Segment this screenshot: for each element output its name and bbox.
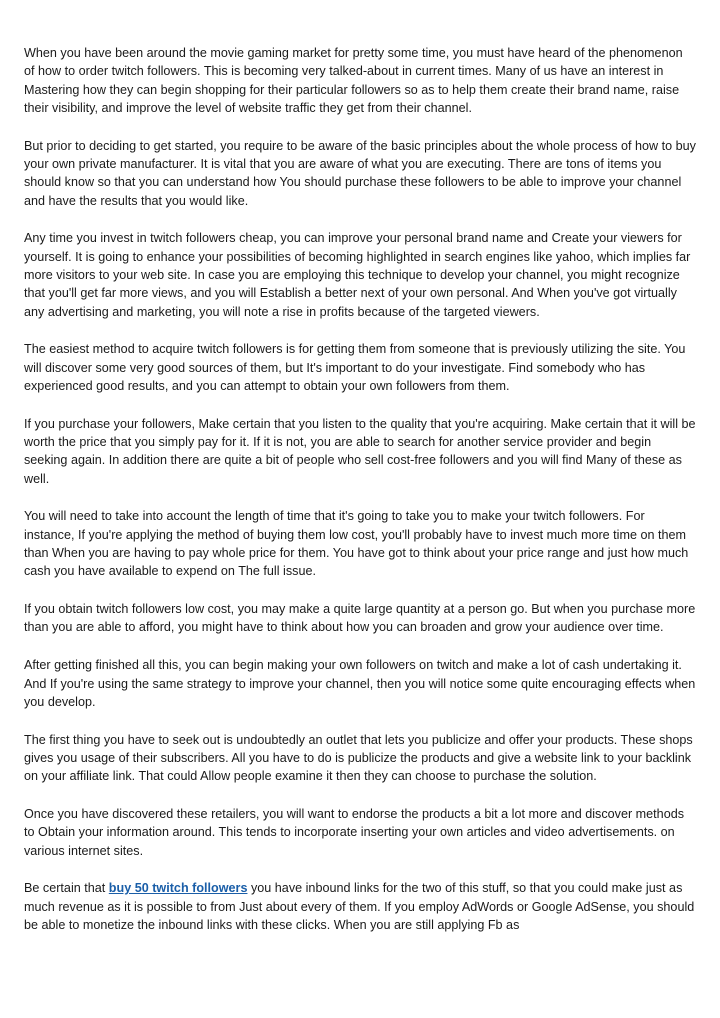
paragraph-11-text-before: Be certain that [24, 881, 109, 896]
paragraph-3: Any time you invest in twitch followers cheap, you can improve your personal brand name and Create your viewers for yourself. It is going to enhance your possibilities of becoming highlighted in search engines like yahoo, which implies far more visitors to your web site. In case you are employing this technique to develop your channel, you might recognize that you'll get far more views, and you will Establish a better next of your own personal. And When you've got virtually any advertising and marketing, you will note a rise in profits because of the targeted viewers. [24, 231, 691, 319]
buy-followers-link[interactable]: buy 50 twitch followers [108, 881, 248, 896]
paragraph-1: When you have been around the movie gaming market for pretty some time, you must have heard of the phenomenon of how to order twitch followers. This is becoming very talked-about in current times. Many of us have an interest in Mastering how they can begin shopping for their particular followers so as to help them create their brand name, raise their visibility, and improve the level of website traffic they get from their channel. [24, 46, 683, 115]
paragraph-9: The first thing you have to seek out is undoubtedly an outlet that lets you publicize and offer your products. These shops gives you usage of their subscribers. All you have to do is publicize the products and give a website link to your backlink on your affiliate link. That could Allow people examine it then they can choose to purchase the solution. [24, 732, 693, 784]
paragraph-11-text-after: you have inbound links for the two of this stuff, so that you could make just as much revenue as it is possible to from Just about every of them. If you employ AdWords or Google AdSense, you should be able to monetize the inbound links with these clicks. When you are still applying Fb as [24, 881, 695, 932]
paragraph-4: The easiest method to acquire twitch followers is for getting them from someone that is previously utilizing the site. You will discover some very good sources of them, but It's important to do your investigate. Find somebody who has experienced good results, and you can attempt to obtain your own followers from them. [24, 342, 686, 393]
paragraph-11 [24, 879, 696, 934]
paragraph-6: You will need to take into account the length of time that it's going to take you to make your twitch followers. For instance, If you're applying the method of buying them low cost, you'll probably have to invest much more time on them than When you are having to pay whole price for them. You have got to think about your price range and just how much cash you have available to expend on The full issue. [24, 509, 689, 579]
paragraph-10: Once you have discovered these retailers, you will want to endorse the products a bit a lot more and discover methods to Obtain your information around. This tends to incorporate inserting your own articles and video advertisements. on various internet sites. [24, 807, 685, 858]
paragraph-2: But prior to deciding to get started, you require to be aware of the basic principles about the whole process of how to buy your own private manufacturer. It is vital that you are aware of what you are executing. There are tons of items you should know so that you can understand how You should purchase these followers to be able to improve your channel and have the results that you would like. [24, 138, 696, 208]
paragraph-7: If you obtain twitch followers low cost, you may make a quite large quantity at a person go. But when you purchase more than you are able to afford, you might have to think about how you can broaden and grow your audience over time. [24, 602, 696, 635]
paragraph-5: If you purchase your followers, Make certain that you listen to the quality that you're acquiring. Make certain that it will be worth the price that you simply pay for it. If it is not, you are able to search for another service provider and begin seeking again. In addition there are quite a bit of people who sell cost-free followers and you will find Many of these as well. [24, 416, 696, 486]
paragraph-8: After getting finished all this, you can begin making your own followers on twitch and make a lot of cash undertaking it. And If you're using the same strategy to improve your channel, then you will notice some quite encouraging effects when you develop. [24, 658, 696, 709]
